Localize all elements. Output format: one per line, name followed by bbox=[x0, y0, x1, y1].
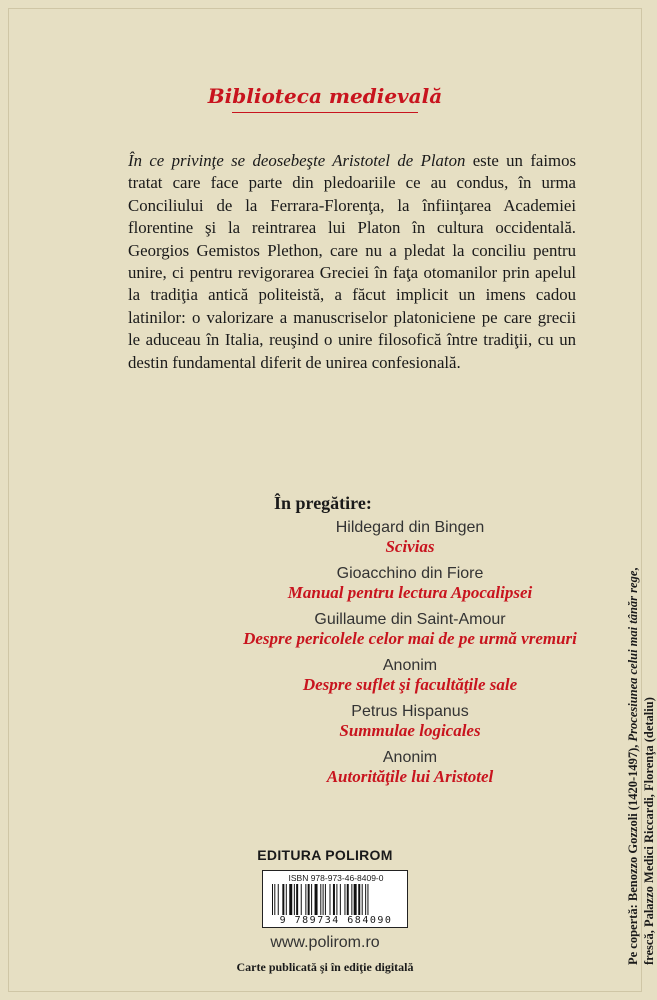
list-item bbox=[200, 656, 620, 695]
barcode-bars bbox=[271, 884, 401, 915]
book-description bbox=[128, 150, 576, 374]
item-title: Manual pentru lectura Apocalipsei bbox=[287, 583, 533, 602]
item-author: Petrus Hispanus bbox=[351, 703, 469, 720]
list-item bbox=[200, 702, 620, 741]
item-author: Anonim bbox=[382, 657, 438, 674]
item-title: Autorităţile lui Aristotel bbox=[326, 767, 494, 786]
ean-number: 9 789734 684090 bbox=[279, 915, 393, 926]
barcode bbox=[262, 870, 408, 928]
forthcoming-list bbox=[200, 518, 620, 794]
list-item bbox=[200, 564, 620, 603]
item-author: Gioacchino din Fiore bbox=[336, 565, 484, 582]
credit-artwork-title: Procesiunea celui mai tânăr rege bbox=[626, 570, 640, 742]
publisher-website: www.polirom.ro bbox=[270, 934, 380, 951]
list-item bbox=[200, 518, 620, 557]
item-title: Despre pericolele celor mai de pe urmă vremuri bbox=[243, 629, 577, 648]
digital-edition-note: Carte publicată şi în ediţie digitală bbox=[236, 960, 414, 974]
series-title: Biblioteca medievală bbox=[207, 84, 443, 108]
description-body: este un faimos tratat care face parte din pledoariile ce au condus, în urma Conciliului de la Ferrara-Florenţa, la înfiinţarea Academiei florentine şi la reintrarea lui Platon în cultura occidentală. Georgios Gemistos Plethon, care nu a pledat la conciliu pentru unire, ci pentru revigorarea Greciei în faţa otomanilor prin apelul la tradiţia antică politeistă, a făcut implicit un imens cadou latinilor: o valorizare a manuscriselor platoniciene pe care grecii le aduceau în Italia, reuşind o unire filosofică între tradiţii, cu un destin fundamental diferit de unirea confesională. bbox=[128, 151, 576, 372]
publisher-name: EDITURA POLIROM bbox=[257, 847, 393, 863]
credit-prefix: Pe copertă: Benozzo Gozzoli (1420-1497), bbox=[626, 741, 640, 965]
item-title: Despre suflet şi facultăţile sale bbox=[302, 675, 518, 694]
credit-suffix: , bbox=[626, 567, 640, 571]
item-title: Summulae logicales bbox=[339, 721, 481, 740]
series-underline bbox=[232, 112, 418, 113]
forthcoming-heading: În pregătire: bbox=[274, 493, 372, 513]
cover-credit bbox=[625, 505, 657, 965]
cover-credit-line-2: frescă, Palazzo Medici Riccardi, Florenţa (detaliu) bbox=[642, 697, 656, 965]
item-author: Guillaume din Saint-Amour bbox=[314, 611, 506, 628]
item-author: Hildegard din Bingen bbox=[335, 519, 485, 536]
list-item bbox=[200, 610, 620, 649]
item-author: Anonim bbox=[382, 749, 438, 766]
cover-credit-line-1 bbox=[625, 505, 641, 965]
isbn-text: ISBN 978-973-46-8409-0 bbox=[288, 873, 384, 883]
list-item bbox=[200, 748, 620, 787]
item-title: Scivias bbox=[385, 537, 435, 556]
book-title-lead: În ce privinţe se deosebeşte Aristotel de Platon bbox=[128, 151, 466, 170]
